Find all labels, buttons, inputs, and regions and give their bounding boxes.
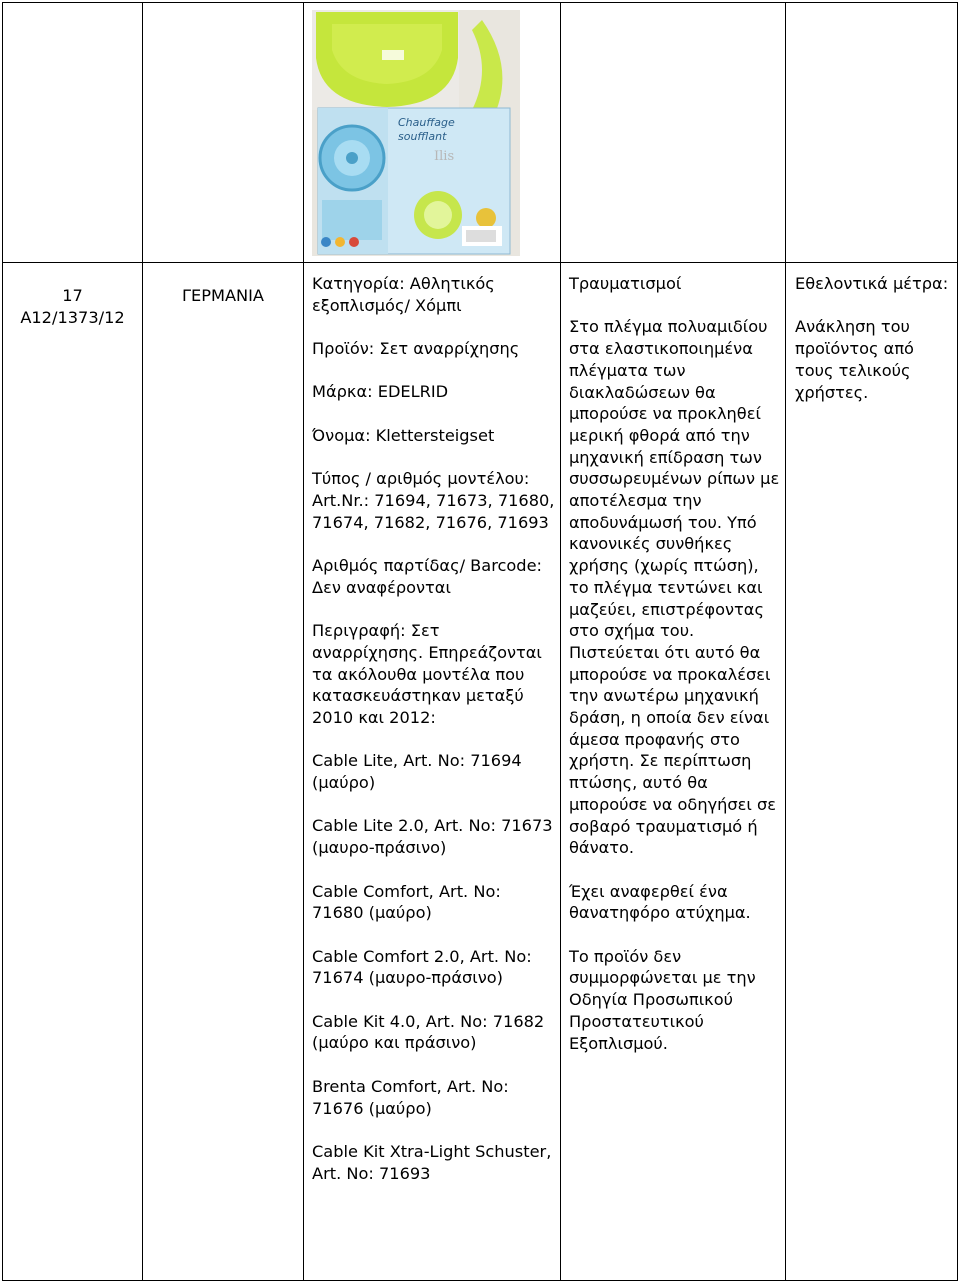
table-divider-4 (785, 2, 786, 1281)
table-border-right (957, 2, 958, 1281)
entry-number: 17 (62, 286, 83, 305)
product-photo (312, 10, 520, 256)
model-item: Cable Lite 2.0, Art. No: 71673 (μαυρο-πράσινο) (312, 816, 553, 858)
box-brand-mark: Ilis (434, 149, 455, 164)
table-divider-2 (303, 2, 304, 1281)
table-divider-3 (560, 2, 561, 1281)
product-name: Όνομα: Klettersteigset (312, 425, 495, 445)
table-border-left (2, 2, 3, 1281)
box-label-line2: soufflant (398, 130, 447, 143)
model-item: Cable Lite, Art. No: 71694 (μαύρο) (312, 751, 522, 793)
product: Προϊόν: Σετ αναρρίχησης (312, 339, 520, 359)
model-item: Brenta Comfort, Art. No: 71676 (μαύρο) (312, 1076, 509, 1118)
measures-title: Εθελοντικά μέτρα: (795, 274, 949, 293)
country: ΓΕΡΜΑΝΙΑ (181, 286, 264, 305)
risk-description: Στο πλέγμα πολυαμιδίου στα ελαστικοποιημένα πλέγματα των διακλαδώσεων θα μπορούσε να προκληθεί μερική φθορά από την μηχανική επίδραση των συσσωρευμένων ρίπων με αποτέλεσμα την αποδυνάμωσή του. Υπό κανονικές συνθήκες χρήσης (χωρίς πτώση), το πλέγμα τεντώνει και μαζεύει, επιστρέφοντας στο σχήμα του. Πιστεύεται ότι αυτό θα μπορούσε να προκαλέσει την ανωτέρω μηχανική δράση, η οποία δεν είναι άμεσα προφανής στο χρήστη. Σε περίπτωση πτώσης, αυτό θα μπορούσε να οδηγήσει σε σοβαρό τραυματισμό ή θάνατο. (569, 317, 780, 858)
box-label-line1: Chauffage (398, 116, 455, 129)
entry-number-cell (3, 285, 142, 328)
risk-compliance: Το προϊόν δεν συμμορφώνεται με την Οδηγία Προσωπικού Προστατευτικού Εξοπλισμού. (569, 946, 756, 1053)
model-item: Cable Kit Xtra-Light Schuster, Art. No: 71693 (312, 1141, 552, 1183)
risk-type: Τραυματισμοί (569, 274, 682, 293)
table-border-bottom (2, 1280, 958, 1281)
model-item: Cable Comfort 2.0, Art. No: 71674 (μαυρο-πράσινο) (312, 946, 532, 988)
table-divider-1 (142, 2, 143, 1281)
measures-cell (795, 273, 953, 403)
risk-accident: Έχει αναφερθεί ένα θανατηφόρο ατύχημα. (569, 881, 751, 923)
type-model: Τύπος / αριθμός μοντέλου: Art.Nr.: 71694, 71673, 71680, 71674, 71682, 71676, 71693 (312, 469, 555, 532)
table-border-top (2, 2, 958, 3)
brand: Μάρκα: EDELRID (312, 382, 449, 402)
model-item: Cable Comfort, Art. No: 71680 (μαύρο) (312, 881, 501, 923)
row-divider (2, 262, 958, 263)
batch-barcode: Αριθμός παρτίδας/ Barcode: Δεν αναφέρονται (312, 556, 542, 597)
risk-cell (569, 273, 781, 1054)
entry-reference: A12/1373/12 (20, 307, 125, 327)
measures-text: Ανάκληση του προϊόντος από τους τελικούς χρήστες. (795, 317, 914, 402)
product-info-cell (312, 273, 555, 1184)
country-cell (143, 285, 303, 307)
description: Περιγραφή: Σετ αναρρίχησης. Επηρεάζονται τα ακόλουθα μοντέλα που κατασκευάστηκαν μεταξύ 2010 και 2012: (312, 621, 542, 727)
category: Κατηγορία: Αθλητικός εξοπλισμός/ Χόμπι (312, 274, 495, 315)
model-item: Cable Kit 4.0, Art. No: 71682 (μαύρο και πράσινο) (312, 1011, 545, 1053)
